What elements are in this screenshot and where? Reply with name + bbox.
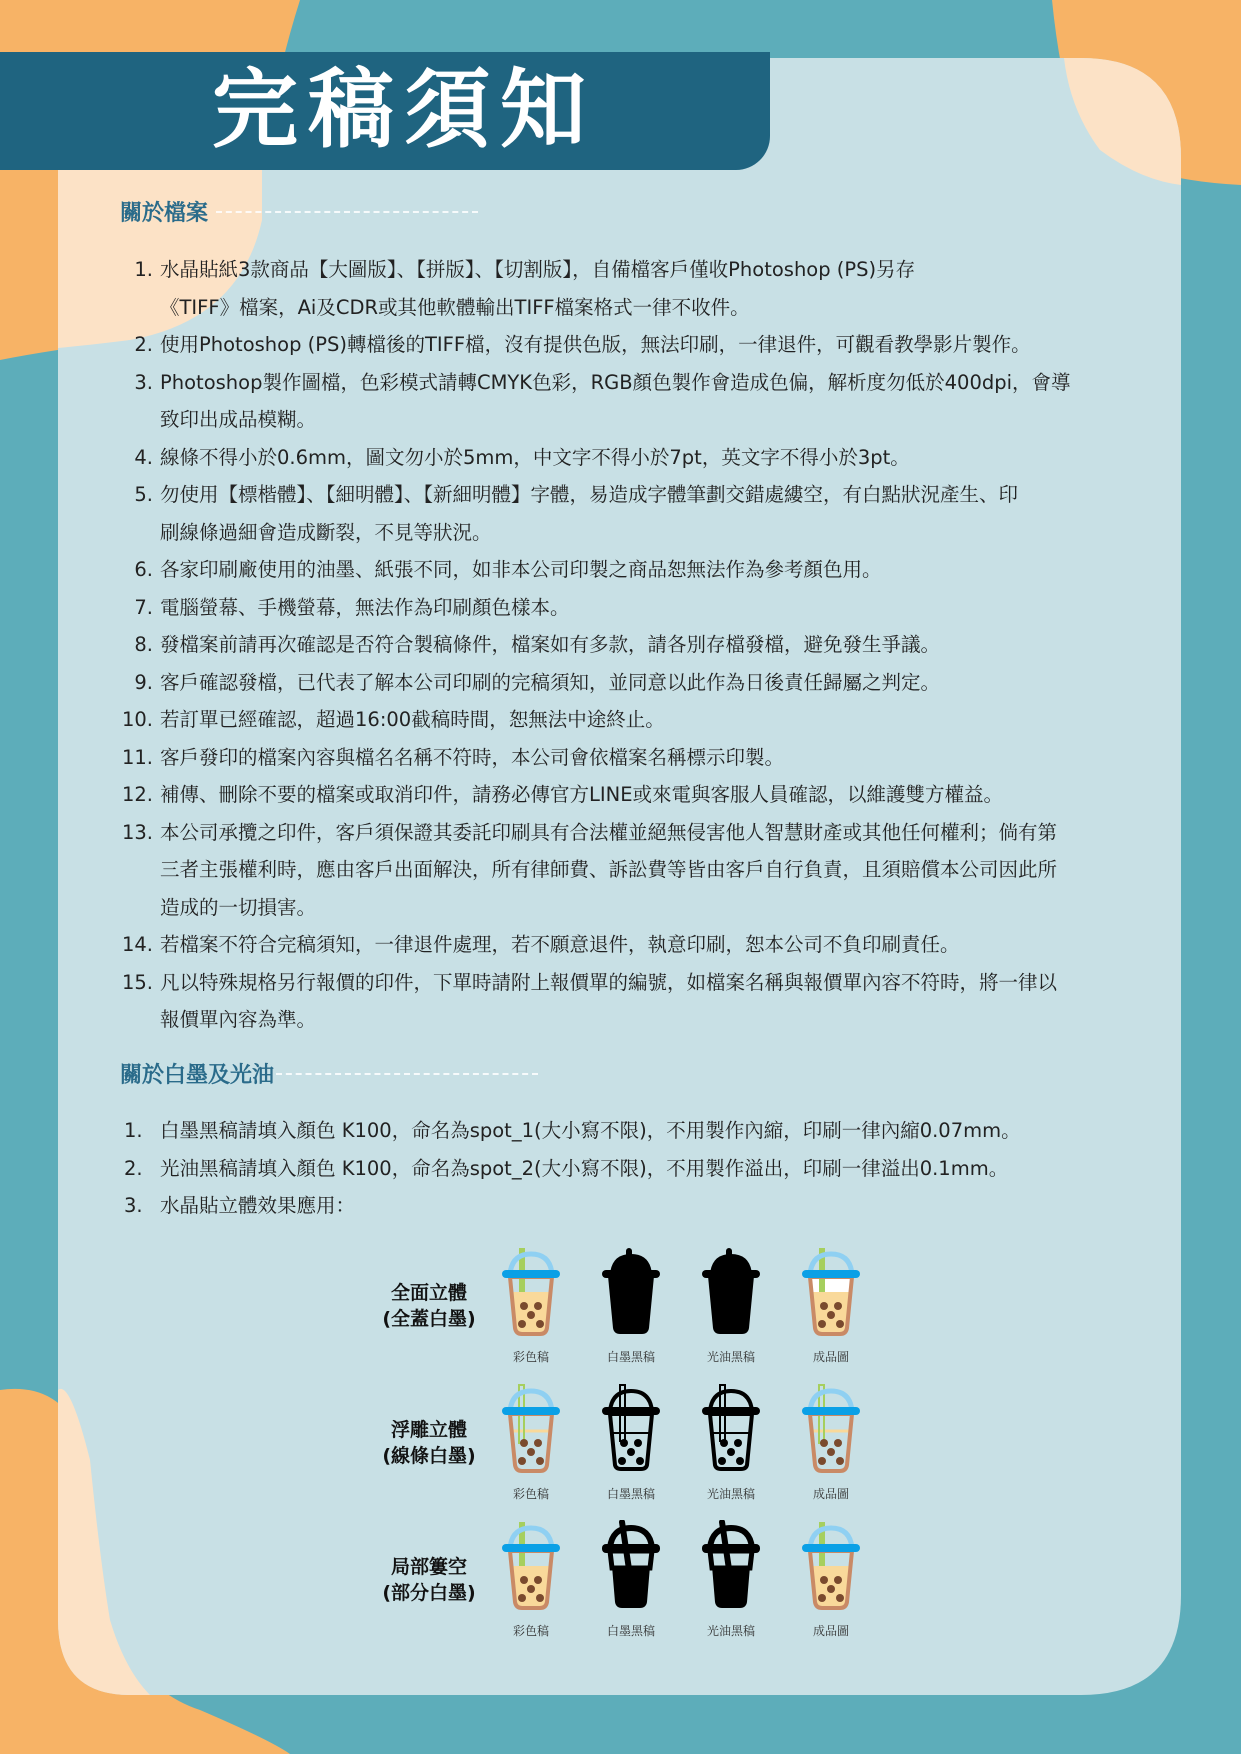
list-item-text: 補傳、刪除不要的檔案或取消印件，請務必傳官方LINE或來電與客服人員確認，以維護雙方權益。 [160,783,1004,806]
dashed-divider [276,1073,538,1075]
list-item-text: 刷線條過細會造成斷裂，不見等狀況。 [160,520,492,544]
list-item [120,326,1130,364]
list-item [120,701,1130,739]
list-item-text: 若訂單已經確認，超過16:00截稿時間，恕無法中途終止。 [160,708,665,731]
list-item-text: 三者主張權利時，應由客戶出面解決，所有律師費、訴訟費等皆由客戶自行負責，且須賠償本公司因此所 [160,858,1058,881]
list-item-text: 本公司承攬之印件，客戶須保證其委託印刷具有合法權並絕無侵害他人智慧財產或其他任何權利；倘有第 [160,820,1058,844]
section-title-text: 關於白墨及光油 [120,1063,275,1088]
files-rules-list [120,251,1130,1039]
list-item-text: 報價單內容為準。 [160,1008,317,1031]
list-item-text: 造成的一切損害。 [160,895,317,919]
varnish-draft-caption: 光油黑稿 [706,1487,755,1501]
effect-name: 全面立體 [390,1282,467,1304]
effect-subtitle: (部分白墨) [382,1582,476,1604]
effect-subtitle: (全蓋白墨) [382,1308,476,1330]
list-item-number: 10. [121,708,153,731]
list-item-text: 水晶貼立體效果應用： [160,1194,356,1217]
effect-row-label [370,1417,488,1469]
effect-row-partial [370,1512,890,1642]
list-item [120,589,1130,627]
list-item-number: 2. [134,333,153,356]
list-item-number: 4. [134,445,153,469]
list-item [120,1150,1130,1188]
list-item [120,439,1130,477]
list-item-number: 9. [134,670,153,694]
white-ink-draft-cup-icon [600,1383,662,1473]
list-item-text: Photoshop製作圖檔，色彩模式請轉CMYK色彩，RGB顏色製作會造成色偏，解析度勿低於400dpi，會導 [160,370,1071,394]
white-ink-draft-caption: 白墨黑稿 [606,1624,655,1638]
section-title-files [120,196,478,227]
list-item-text: 若檔案不符合完稿須知，一律退件處理，若不願意退件，執意印刷，恕本公司不負印刷責任。 [160,933,960,956]
list-item-text: 凡以特殊規格另行報價的印件，下單時請附上報價單的編號，如檔案名稱與報價單內容不符時，將一律以 [160,970,1058,994]
list-item-text: 勿使用【標楷體】、【細明體】、【新細明體】字體，易造成字體筆劃交錯處縷空，有白點狀況產生、印 [160,483,1019,506]
effect-subtitle: (線條白墨) [382,1445,476,1467]
list-item [120,926,1130,964]
list-item-text: 電腦螢幕、手機螢幕，無法作為印刷顏色樣本。 [160,595,570,619]
color-draft-cup-icon [500,1383,562,1473]
list-item [120,739,1130,777]
white-ink-draft-caption: 白墨黑稿 [606,1350,655,1364]
effects-illustration [370,1238,890,1642]
color-draft-caption: 彩色稿 [512,1624,549,1638]
list-item [120,251,1130,326]
varnish-draft-caption: 光油黑稿 [706,1624,755,1638]
white-ink-draft-cup-icon [600,1246,662,1336]
list-item-number: 3. [124,1194,143,1217]
list-item-number: 11. [121,745,153,769]
list-item [120,814,1130,927]
list-item [120,664,1130,702]
list-item [120,551,1130,589]
list-item [120,964,1130,1039]
effect-row-label [370,1280,488,1332]
varnish-draft-cup-icon [700,1383,762,1473]
list-item-text: 《TIFF》檔案，Ai及CDR或其他軟體輸出TIFF檔案格式一律不收件。 [160,295,750,319]
section-title-ink [120,1058,538,1089]
section-title-text: 關於檔案 [120,201,209,226]
list-item-text: 客戶發印的檔案內容與檔名名稱不符時，本公司會依檔案名稱標示印製。 [160,745,785,769]
list-item-number: 13. [121,820,153,844]
final-product-cup-icon [800,1520,862,1610]
list-item-text: 使用Photoshop (PS)轉檔後的TIFF檔，沒有提供色版，無法印刷，一律退件，可觀看教學影片製作。 [160,333,1031,356]
final-product-cup-icon [800,1246,862,1336]
final-product-cup-icon [800,1383,862,1473]
list-item [120,1187,1130,1225]
list-item [120,626,1130,664]
effect-name: 局部簍空 [390,1556,467,1578]
final-product-caption: 成品圖 [812,1350,849,1364]
list-item-number: 14. [121,933,153,956]
varnish-draft-caption: 光油黑稿 [706,1350,755,1364]
list-item [120,476,1130,551]
list-item-text: 致印出成品模糊。 [160,408,317,431]
list-item-text: 白墨黑稿請填入顏色 K100，命名為spot_1(大小寫不限)，不用製作內縮，印刷一律內縮0.07mm。 [160,1119,1021,1142]
color-draft-caption: 彩色稿 [512,1487,549,1501]
list-item-number: 1. [134,258,153,281]
list-item [120,1112,1130,1150]
final-product-caption: 成品圖 [812,1487,849,1501]
final-product-caption: 成品圖 [812,1624,849,1638]
page-title: 完稿須知 [212,60,596,160]
color-draft-cup-icon [500,1520,562,1610]
list-item-number: 5. [134,483,153,506]
effect-row-full [370,1238,890,1375]
list-item-number: 1. [124,1119,143,1142]
list-item-number: 6. [134,558,153,581]
list-item-number: 12. [121,783,153,806]
list-item-text: 發檔案前請再次確認是否符合製稿條件，檔案如有多款，請各別存檔發檔，避免發生爭議。 [160,633,941,656]
list-item-text: 線條不得小於0.6mm，圖文勿小於5mm，中文字不得小於7pt，英文字不得小於3pt。 [160,445,910,469]
list-item-number: 15. [121,970,153,994]
list-item-number: 2. [124,1156,143,1180]
effect-row-outline [370,1375,890,1512]
white-ink-draft-cup-icon [600,1520,662,1610]
list-item [120,364,1130,439]
color-draft-caption: 彩色稿 [512,1350,549,1364]
list-item-text: 各家印刷廠使用的油墨、紙張不同，如非本公司印製之商品恕無法作為參考顏色用。 [160,558,882,581]
list-item-text: 光油黑稿請填入顏色 K100，命名為spot_2(大小寫不限)，不用製作溢出，印刷一律溢出0.1mm。 [160,1156,1009,1180]
list-item-number: 8. [134,633,153,656]
list-item-text: 水晶貼紙3款商品【大圖版】、【拼版】、【切割版】，自備檔客戶僅收Photoshop (PS)另存 [160,258,916,281]
effect-row-label [370,1554,488,1606]
ink-rules-list [120,1112,1130,1225]
list-item-number: 7. [134,595,153,619]
list-item [120,776,1130,814]
list-item-number: 3. [134,370,153,394]
white-ink-draft-caption: 白墨黑稿 [606,1487,655,1501]
varnish-draft-cup-icon [700,1520,762,1610]
color-draft-cup-icon [500,1246,562,1336]
dashed-divider [216,211,478,213]
effect-name: 浮雕立體 [390,1419,467,1441]
list-item-text: 客戶確認發檔，已代表了解本公司印刷的完稿須知，並同意以此作為日後責任歸屬之判定。 [160,670,941,694]
varnish-draft-cup-icon [700,1246,762,1336]
